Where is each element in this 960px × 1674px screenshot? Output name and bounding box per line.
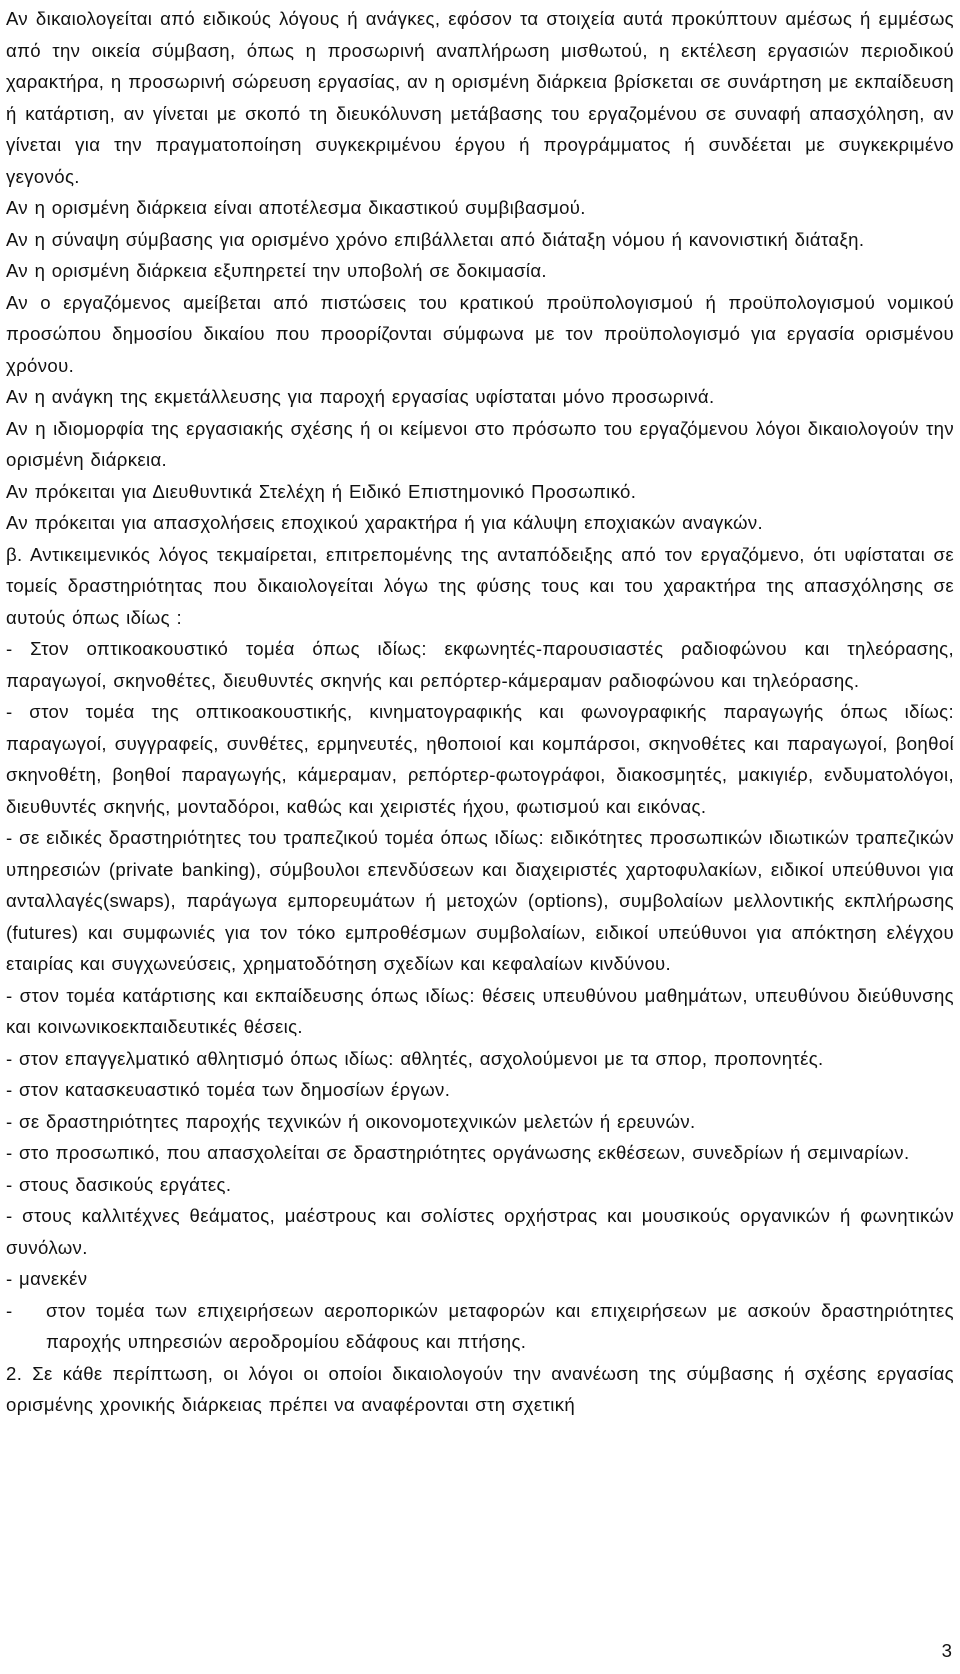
- paragraph-relationship-nature: Αν η ιδιομορφία της εργασιακής σχέσης ή οι κείμενοι στο πρόσωπο του εργαζόμενου λόγοι δικαιολογούν την ορισμένη διάρκεια.: [6, 417, 954, 470]
- list-item-training: - στον τομέα κατάρτισης και εκπαίδευσης όπως ιδίως: θέσεις υπευθύνου μαθημάτων, υπευθύνου διεύθυνσης και κοινωνικοεκπαιδευτικές θέσεις.: [6, 984, 954, 1037]
- paragraph-court-settlement: Αν η ορισμένη διάρκεια είναι αποτέλεσμα δικαστικού συμβιβασμού.: [6, 197, 586, 218]
- list-item-performers: - στους καλλιτέχνες θεάματος, μαέστρους και σολίστες ορχήστρας και μουσικούς οργανικών ή φωνητικών συνόλων.: [6, 1205, 954, 1258]
- list-item-forest-workers: - στους δασικούς εργάτες.: [6, 1173, 232, 1195]
- list-item-banking: - σε ειδικές δραστηριότητες του τραπεζικού τομέα όπως ιδίως: ειδικότητες προσωπικών ιδιωτικών τραπεζικών υπηρεσιών (private banking), σύμβουλοι επενδύσεων και διαχειριστές χαρτοφυλακίων, ειδικοί υπεύθυνοι για ανταλλαγές(swaps), παράγωγα εμπορευμάτων ή μετοχών (options), συμβολαίων μελλοντικής εκπλήρωσης (futures) και συμφωνιές για τον τόκο εμπροθέσμων συμβολαίων, ειδικοί υπεύθυνοι για απόκτηση ελέγχου εταιρίας και συγχωνεύσεις, χρηματοδότηση σχεδίων και κεφαλαίων κινδύνου.: [6, 827, 954, 974]
- list-item-audiovisual: - Στον οπτικοακουστικό τομέα όπως ιδίως: εκφωνητές-παρουσιαστές ραδιοφώνου και τηλεόρασης, παραγωγοί, σκηνοθέτες, διευθυντές σκηνής και ρεπόρτερ-κάμεραμαν ραδιοφώνου και τηλεόρασης.: [6, 638, 954, 691]
- list-item-film-production: - στον τομέα της οπτικοακουστικής, κινηματογραφικής και φωνογραφικής παραγωγής όπως ιδίως: παραγωγοί, συγγραφείς, συνθέτες, ερμηνευτές, ηθοποιοί και κομπάρσοι, σκηνοθέτες και παραγωγοί, βοηθοί σκηνοθέτη, βοηθοί παραγωγής, κάμεραμαν, ρεπόρτερ-φωτογράφοι, διακοσμητές, μακιγιέρ, ενδυματολόγοι, διευθυντές σκηνής, μονταδόροι, καθώς και χειριστές ήχου, φωτισμού και εικόνας.: [6, 701, 954, 817]
- list-bullet-marker: -: [6, 1299, 13, 1321]
- paragraph-justified-reasons: Αν δικαιολογείται από ειδικούς λόγους ή ανάγκες, εφόσον τα στοιχεία αυτά προκύπτουν αμέσως ή εμμέσως από την οικεία σύμβαση, όπως η προσωρινή αναπλήρωση μισθωτού, η εκτέλεση εργασιών περιοδικού χαρακτήρα, η προσωρινή σώρευση εργασίας, αν η ορισμένη διάρκεια βρίσκεται σε συνάρτηση με εκπαίδευση ή κατάρτιση, αν γίνεται με σκοπό τη διευκόλυνση μετάβασης του εργαζομένου σε συναφή απασχόληση, αν γίνεται για την πραγματοποίηση συγκεκριμένου έργου ή προγράμματος ή συνδέεται με συγκεκριμένο γεγονός.: [6, 8, 954, 187]
- list-item-models: - μανεκέν: [6, 1268, 88, 1289]
- page-number: 3: [941, 1640, 952, 1661]
- paragraph-state-budget: Αν ο εργαζόμενος αμείβεται από πιστώσεις του κρατικού προϋπολογισμού ή προϋπολογισμού νομικού προσώπου δημοσίου δικαίου που προορίζονται σύμφωνα με τον προϋπολογισμό για εργασία ορισμένου χρόνου.: [6, 291, 954, 376]
- paragraph-renewal-reasons: 2. Σε κάθε περίπτωση, οι λόγοι οι οποίοι δικαιολογούν την ανανέωση της σύμβασης ή σχέσης εργασίας ορισμένης χρονικής διάρκειας πρέπει να αναφέρονται στη σχετική: [6, 1362, 954, 1415]
- list-item-aviation: [6, 1295, 954, 1358]
- list-item-public-works: - στον κατασκευαστικό τομέα των δημοσίων έργων.: [6, 1079, 451, 1100]
- paragraph-temporary-need: Αν η ανάγκη της εκμετάλλευσης για παροχή εργασίας υφίσταται μόνο προσωρινά.: [6, 386, 715, 407]
- paragraph-probation: Αν η ορισμένη διάρκεια εξυπηρετεί την υποβολή σε δοκιμασία.: [6, 260, 547, 281]
- paragraph-objective-reason: β. Αντικειμενικός λόγος τεκμαίρεται, επιτρεπομένης της ανταπόδειξης από τον εργαζόμενο, ότι υφίσταται σε τομείς δραστηριότητας που δικαιολογείται λόγω της φύσης τους και του χαρακτήρα της απασχόλησης σε αυτούς όπως ιδίως :: [6, 543, 954, 628]
- paragraph-executives: Αν πρόκειται για Διευθυντικά Στελέχη ή Ειδικό Επιστημονικό Προσωπικό.: [6, 480, 637, 502]
- paragraph-seasonal: Αν πρόκειται για απασχολήσεις εποχικού χαρακτήρα ή για κάλυψη εποχιακών αναγκών.: [6, 512, 764, 533]
- document-body: [6, 3, 954, 1421]
- list-item-technical-studies: - σε δραστηριότητες παροχής τεχνικών ή οικονομοτεχνικών μελετών ή ερευνών.: [6, 1110, 696, 1132]
- list-item-sports: - στον επαγγελματικό αθλητισμό όπως ιδίως: αθλητές, ασχολούμενοι με τα σπορ, προπονητές.: [6, 1047, 824, 1069]
- paragraph-law-provision: Αν η σύναψη σύμβασης για ορισμένο χρόνο επιβάλλεται από διάταξη νόμου ή κανονιστική διάταξη.: [6, 228, 865, 250]
- list-item-aviation-text: στον τομέα των επιχειρήσεων αεροπορικών μεταφορών και επιχειρήσεων με ασκούν δραστηριότητες παροχής υπηρεσιών αεροδρομίου εδάφους και πτήσης.: [46, 1299, 954, 1352]
- list-item-exhibitions: - στο προσωπικό, που απασχολείται σε δραστηριότητες οργάνωσης εκθέσεων, συνεδρίων ή σεμιναρίων.: [6, 1142, 910, 1163]
